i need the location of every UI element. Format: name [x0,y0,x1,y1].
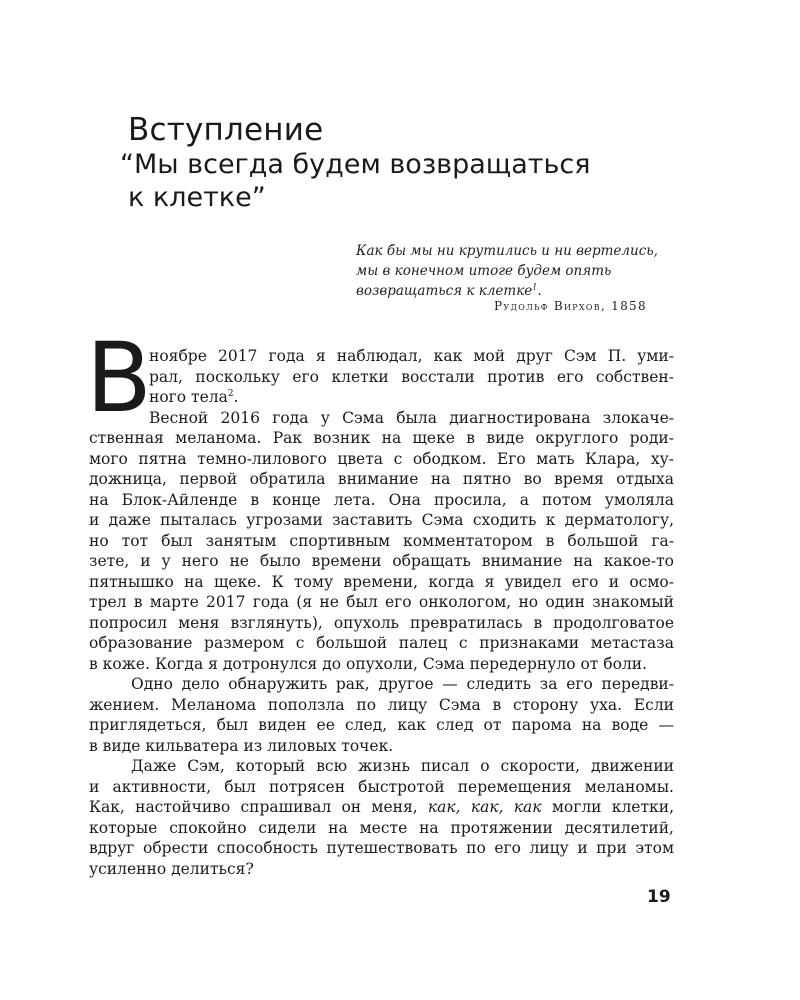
text-line: и активности, был потрясен быстротой перемещения меланомы. [89,777,674,796]
text-line: но тот был занятым спортивным комментатором в большой га- [89,531,674,550]
chapter-subtitle-line-2: к клетке” [128,182,266,213]
text-line: Весной 2016 года у Сэма была диагностирована злокаче- [149,408,674,427]
epigraph-line-3-text: возвращаться к клетке [356,283,533,299]
text-line: в коже. Когда я дотронулся до опухоли, Сэма передернуло от боли. [89,654,648,673]
text-line: дожница, первой обратила внимание на пятно во время отдыха [89,470,674,488]
text-line-fragment: могли клетки, [541,798,674,816]
text-line: трел в марте 2017 года (я не был его онкологом, но один знакомый [89,593,674,611]
body-text [89,346,674,879]
chapter-subtitle-line-1: “Мы всегда будем возвращаться [120,149,591,180]
text-line: образование размером с большой палец с признаками метастаза [89,634,674,652]
text-line: в виде кильватера из лиловых точек. [89,736,394,755]
chapter-subtitle [120,148,590,214]
text-line-fragment: ного тела [149,388,228,406]
page-number: 19 [647,887,671,907]
text-line: жением. Меланома поползла по лицу Сэма в сторону уха. Если [89,695,674,714]
text-line: мого пятна темно-лилового цвета с ободком. Его мать Клара, ху- [89,449,674,468]
text-line: Одно дело обнаружить рак, другое — следить за его передви- [131,675,674,693]
emphasis-text: как, как, как [427,798,542,816]
text-line: Даже Сэм, который всю жизнь писал о скорости, движении [131,757,674,775]
text-line: ноябре 2017 года я наблюдал, как мой друг Сэм П. уми- [149,347,674,365]
text-line: и даже пыталась угрозами заставить Сэма сходить к дерматологу, [89,511,674,529]
epigraph-year: , 1858 [600,299,647,313]
footnote-marker-1[interactable]: 1 [532,282,538,292]
text-line: ственная меланома. Рак возник на щеке в виде округлого роди- [89,429,674,447]
text-line [89,797,674,818]
epigraph-line-1: Как бы мы ни крутились и ни вертелись, [356,243,658,259]
drop-cap: В [86,322,152,434]
text-line: зете, и у него не было времени обращать внимание на какое-то [89,552,674,570]
text-line [89,387,674,408]
text-line-fragment: Как, настойчиво спрашивал он меня, [89,798,428,816]
text-line-fragment: . [233,388,239,406]
text-line: приглядеться, был виден ее след, как след от парома на воде — [89,716,674,734]
epigraph-line-3-end: . [537,283,542,299]
epigraph-line-2: мы в конечном итоге будем опять [356,263,612,279]
footnote-marker-2[interactable]: 2 [227,388,234,399]
text-line: на Блок-Айленде в конце лета. Она просила, а потом умоляла [89,490,674,509]
epigraph-attribution [494,299,647,313]
text-line: попросил меня взглянуть), опухоль превратилась в продолговатое [89,613,674,632]
text-line: рал, поскольку его клетки восстали против его собствен- [149,367,674,386]
epigraph-author: Рудольф Вирхов [494,299,601,313]
text-line: которые спокойно сидели на месте на протяжении десятилетий, [89,818,674,837]
chapter-title: Вступление [128,112,324,148]
epigraph [356,241,676,301]
text-line: усиленно делиться? [89,859,254,878]
epigraph-line-3 [356,281,676,301]
text-line: вдруг обрести способность путешествовать по его лицу и при этом [89,839,674,857]
text-line: пятнышко на щеке. К тому времени, когда я увидел его и осмо- [89,572,674,591]
